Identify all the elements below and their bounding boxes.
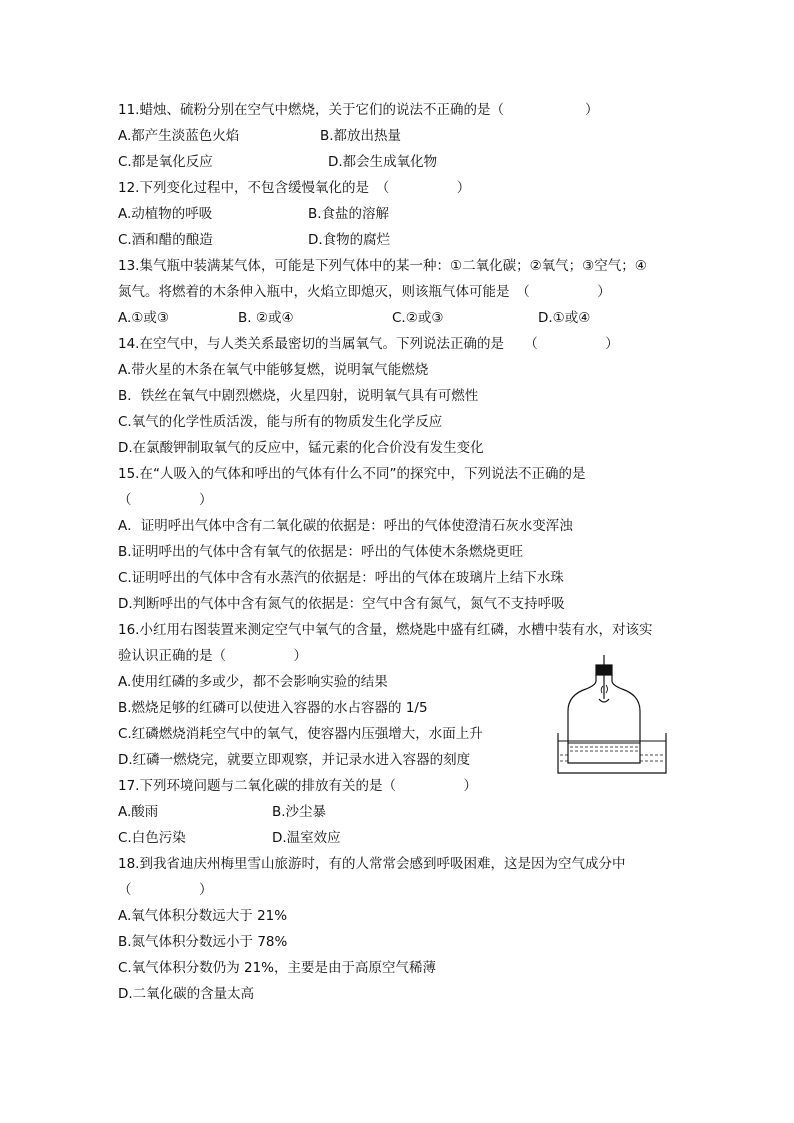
question-16-option-c: C.红磷燃烧消耗空气中的氧气，使容器内压强增大，水面上升 [118,726,483,742]
question-17-option-a: A.酸雨 [118,804,159,820]
question-13-stem-line-2: 氮气。将燃着的木条伸入瓶中，火焰立即熄灭，则该瓶气体可能是 （ ） [118,284,611,300]
water-trough [558,733,666,773]
question-14-stem: 14.在空气中，与人类关系最密切的当属氧气。下列说法正确的是 （ ） [118,336,619,352]
question-15-option-b: B.证明呼出的气体中含有氧气的依据是：呼出的气体使木条燃烧更旺 [118,544,524,560]
question-12-stem: 12.下列变化过程中，不包含缓慢氧化的是 （ ） [118,180,471,196]
question-14-option-c: C.氧气的化学性质活泼，能与所有的物质发生化学反应 [118,414,443,430]
question-12-option-d: D.食物的腐烂 [308,232,391,248]
question-13-option-c: C.②或③ [392,310,444,326]
question-13-option-a: A.①或③ [118,310,169,326]
question-15-stem-line-2: （ ） [118,492,213,508]
question-16-option-d: D.红磷一燃烧完，就要立即观察，并记录水进入容器的刻度 [118,752,471,768]
question-15-stem-line-1: 15.在“人吸入的气体和呼出的气体有什么不同”的探究中，下列说法不正确的是 [118,466,586,482]
question-11-option-b: B.都放出热量 [320,128,402,144]
question-13-stem-line-1: 13.集气瓶中装满某气体，可能是下列气体中的某一种：①二氧化碳；②氧气；③空气；④ [118,258,647,274]
question-18-option-d: D.二氧化碳的含量太高 [118,986,255,1002]
question-17-option-d: D.温室效应 [272,830,341,846]
question-12-option-a: A.动植物的呼吸 [118,206,213,222]
question-16-stem-line-2: 验认识正确的是（ ） [118,648,307,664]
combustion-spoon [599,699,609,702]
question-11-option-d: D.都会生成氧化物 [328,154,438,170]
question-16-option-a: A.使用红磷的多或少，都不会影响实验的结果 [118,674,388,690]
question-15-option-c: C.证明呼出的气体中含有水蒸汽的依据是：呼出的气体在玻璃片上结下水珠 [118,570,564,586]
question-16-stem-line-1: 16.小红用右图装置来测定空气中氧气的含量，燃烧匙中盛有红磷，水槽中装有水，对该实 [118,622,653,638]
question-15-option-a: A．证明呼出气体中含有二氧化碳的依据是：呼出的气体使澄清石灰水变浑浊 [118,518,573,534]
question-18-option-b: B.氮气体积分数远小于 78% [118,934,288,950]
oxygen-experiment-figure [556,655,668,775]
question-13-option-b: B. ②或④ [238,310,294,326]
question-12-option-c: C.酒和醋的酿造 [118,232,213,248]
question-16-option-b: B.燃烧足够的红磷可以使进入容器的水占容器的 1/5 [118,700,428,716]
question-18-stem-line-1: 18.到我省迪庆州梅里雪山旅游时，有的人常常会感到呼吸困难，这是因为空气成分中 [118,856,626,872]
question-14-option-b: B．铁丝在氧气中剧烈燃烧，火星四射，说明氧气具有可燃性 [118,388,479,404]
rubber-stopper [596,665,612,675]
question-11-option-a: A.都产生淡蓝色火焰 [118,128,240,144]
question-18-stem-line-2: （ ） [118,882,213,898]
question-13-option-d: D.①或④ [538,310,591,326]
question-11-stem: 11.蜡烛、硫粉分别在空气中燃烧，关于它们的说法不正确的是（ ） [118,102,599,118]
question-18-option-a: A.氧气体积分数远大于 21% [118,908,288,924]
question-18-option-c: C.氧气体积分数仍为 21%，主要是由于高原空气稀薄 [118,960,437,976]
question-12-option-b: B.食盐的溶解 [308,206,390,222]
question-17-stem: 17.下列环境问题与二氧化碳的排放有关的是（ ） [118,778,477,794]
question-14-option-d: D.在氯酸钾制取氧气的反应中，锰元素的化合价没有发生变化 [118,440,484,456]
question-17-option-b: B.沙尘暴 [272,804,327,820]
question-11-option-c: C.都是氧化反应 [118,154,213,170]
question-15-option-d: D.判断呼出的气体中含有氮气的依据是：空气中含有氮气，氮气不支持呼吸 [118,596,565,612]
question-17-option-c: C.白色污染 [118,830,186,846]
question-14-option-a: A.带火星的木条在氧气中能够复燃，说明氧气能燃烧 [118,362,429,378]
